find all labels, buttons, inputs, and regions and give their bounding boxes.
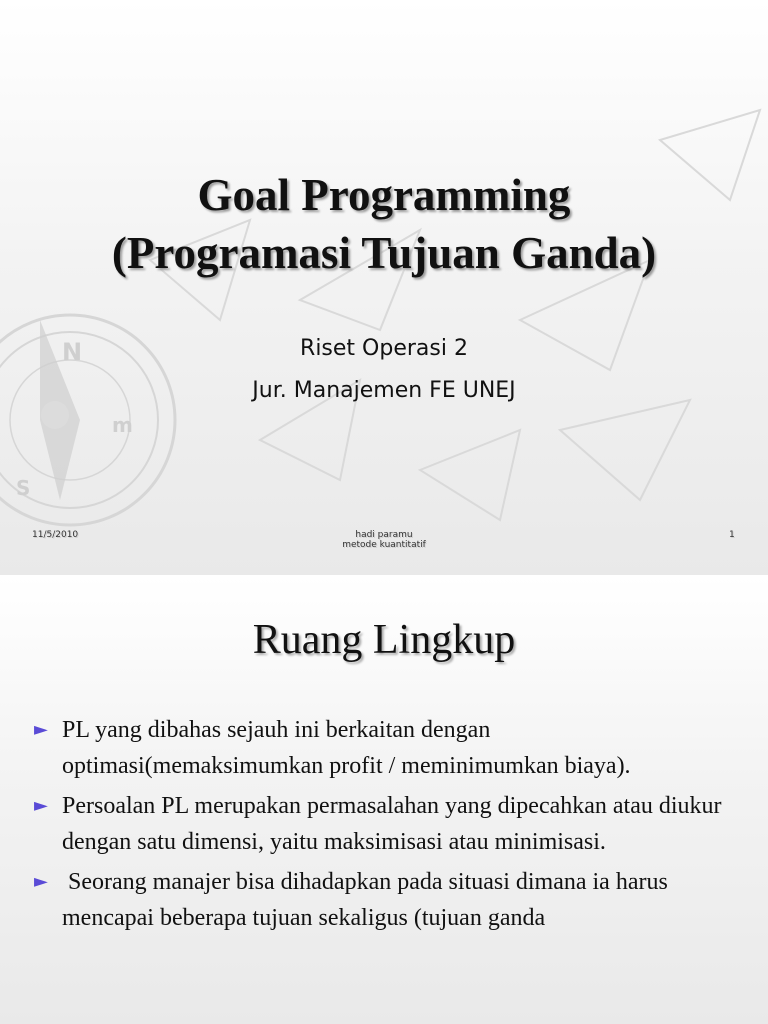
list-item: [34, 712, 734, 784]
slide-title: [0, 166, 768, 282]
triangle-right-icon: ►: [34, 871, 48, 892]
bullet-list: [34, 712, 734, 940]
footer-page-number: 1: [729, 530, 735, 540]
title-line-1: Goal Programming: [197, 170, 571, 220]
subtitle-line-1: Riset Operasi 2: [300, 336, 468, 361]
subtitle-line-2: Jur. Manajemen FE UNEJ: [252, 378, 516, 403]
bullet-text: Seorang manajer bisa dihadapkan pada situasi dimana ia harus mencapai beberapa tujuan sekaligus (tujuan ganda: [62, 869, 674, 931]
list-item: [34, 864, 734, 936]
bullet-text: PL yang dibahas sejauh ini berkaitan dengan optimasi(memaksimumkan profit / meminimumkan biaya).: [62, 717, 631, 779]
slide-2-title: Ruang Lingkup: [252, 617, 516, 663]
triangle-right-icon: ►: [34, 719, 48, 740]
compass-s-label: S: [16, 476, 31, 500]
compass-m-label: m: [112, 413, 133, 437]
bullet-text: Persoalan PL merupakan permasalahan yang dipecahkan atau diukur dengan satu dimensi, yaitu maksimisasi atau minimisasi.: [62, 793, 722, 855]
footer-course: metode kuantitatif: [342, 540, 426, 550]
slide-2: [0, 576, 768, 1024]
footer-date: 11/5/2010: [32, 530, 79, 540]
footer-center: [0, 530, 768, 550]
title-line-2: (Programasi Tujuan Ganda): [111, 228, 657, 278]
compass-n-label: N: [62, 338, 83, 366]
triangle-right-icon: ►: [34, 795, 48, 816]
list-item: [34, 788, 734, 860]
footer-author: hadi paramu: [355, 530, 413, 540]
